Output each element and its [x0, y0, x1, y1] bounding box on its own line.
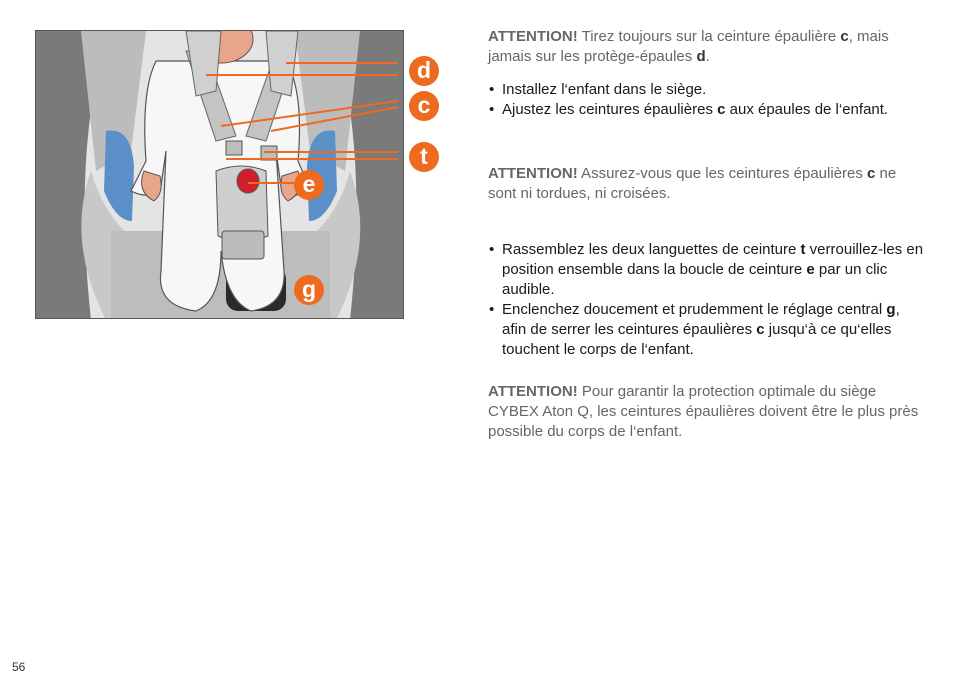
text-span: Pour garantir la protection optimale du siège CYBEX Aton Q, les ceintures épaulières doivent être le plus près possible du corps de l‘enfant.	[488, 383, 919, 440]
text-span: par un clic audible.	[502, 261, 888, 298]
car-seat-drawing	[36, 31, 404, 319]
ref-e: e	[806, 261, 815, 278]
instructions-column	[488, 27, 928, 442]
ref-c: c	[840, 28, 849, 45]
callout-e-label: e	[302, 171, 316, 197]
callout-c	[409, 91, 439, 121]
callout-t-label: t	[420, 143, 428, 169]
page-number: 56	[12, 660, 26, 674]
text-span: .	[705, 48, 710, 65]
callout-g-label: g	[301, 276, 317, 302]
text-span: Assurez-vous que les ceintures épaulières	[577, 165, 868, 182]
bullet-list-2	[488, 240, 928, 360]
text-span: jusqu‘à ce qu‘elles touchent le corps de l‘enfant.	[502, 321, 892, 358]
text-span: Installez l‘enfant dans le siège.	[502, 81, 707, 98]
callout-g	[294, 275, 324, 305]
attention-paragraph-2	[488, 164, 928, 204]
callout-c-label: c	[417, 92, 431, 118]
callout-d-label: d	[416, 57, 432, 83]
attention-paragraph-1	[488, 27, 928, 67]
list-item	[488, 80, 928, 100]
callout-t	[409, 142, 439, 172]
car-seat-illustration	[35, 30, 404, 319]
attention-heading: ATTENTION!	[488, 28, 578, 45]
ref-t: t	[800, 241, 806, 258]
ref-d: d	[696, 48, 706, 65]
ref-c: c	[717, 101, 726, 118]
attention-heading: ATTENTION!	[488, 383, 578, 400]
text-span: , mais jamais sur les protège-épaules	[488, 28, 889, 65]
list-item	[488, 100, 928, 120]
callout-d	[409, 56, 439, 86]
list-item	[488, 300, 928, 360]
text-span: Rassemblez les deux languettes de ceinture	[502, 241, 801, 258]
ref-g: g	[886, 301, 896, 318]
attention-paragraph-3	[488, 382, 928, 442]
list-item	[488, 240, 928, 300]
text-span: , afin de serrer les ceintures épaulières	[502, 301, 900, 338]
text-span: Ajustez les ceintures épaulières	[502, 101, 718, 118]
text-span: verrouillez-les en position ensemble dans la boucle de ceinture	[502, 241, 924, 278]
ref-c: c	[867, 165, 876, 182]
text-span: Tirez toujours sur la ceinture épaulière	[577, 28, 841, 45]
text-span: aux épaules de l‘enfant.	[725, 101, 889, 118]
text-span: Enclenchez doucement et prudemment le réglage central	[502, 301, 887, 318]
ref-c: c	[756, 321, 765, 338]
callout-e	[294, 170, 324, 200]
bullet-list-1	[488, 80, 928, 120]
text-span: ne sont ni tordues, ni croisées.	[488, 165, 897, 202]
attention-heading: ATTENTION!	[488, 165, 578, 182]
